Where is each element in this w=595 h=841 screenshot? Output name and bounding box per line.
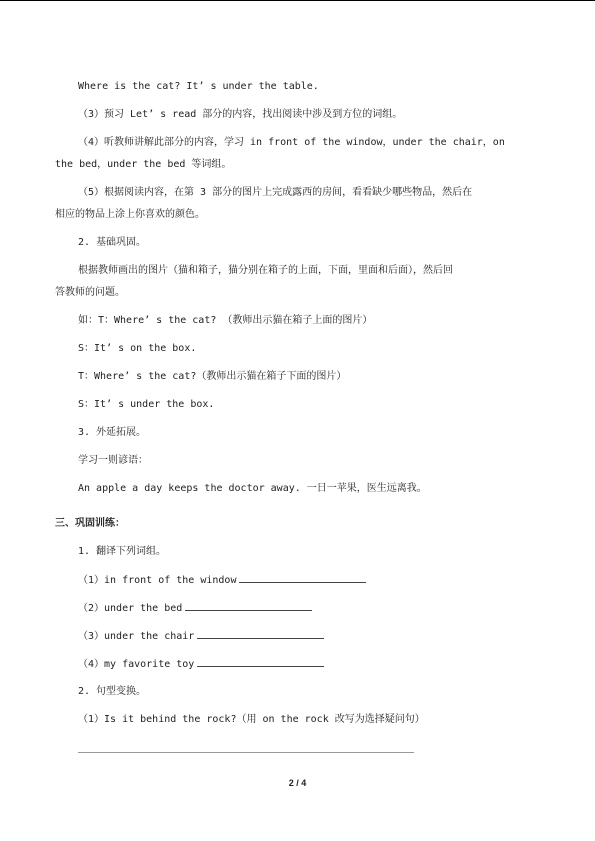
answer-blank[interactable] [197,657,324,667]
section-3-heading: 3. 外延拓展。 [78,427,147,438]
item-text: （1）in front of the window [78,575,237,586]
answer-blank[interactable] [239,573,366,583]
proverb-text: An apple a day keeps the doctor away. 一日一苹果，医生远离我。 [78,483,427,494]
proverb-label: 学习一则谚语： [78,455,148,466]
answer-blank[interactable] [185,601,312,611]
practice-instruction-line-2: 答教师的问题。 [55,287,125,298]
dialogue-t1: 如：T：Where’ s the cat? （教师出示猫在箱子上面的图片） [78,315,373,326]
exercise-2-heading: 2. 句型变换。 [78,686,147,697]
practice-instruction-line-1: 根据教师画出的图片（猫和箱子，猫分别在箱子的上面，下面，里面和后面），然后回 [78,265,453,276]
page-top-border [0,0,595,1]
page-number: 2 / 4 [288,778,307,788]
answer-blank[interactable] [197,629,324,639]
exercise-1-item-3 [78,629,324,643]
step-3: （3）预习 Let’ s read 部分的内容，找出阅读中涉及到方位的词组。 [78,109,403,120]
step-5-line-1: （5）根据阅读内容，在第 3 部分的图片上完成露西的房间，看看缺少哪些物品，然后在 [78,187,473,198]
item-text: （3）under the chair [78,631,195,642]
exercise-1-item-1 [78,573,366,587]
step-5-line-2: 相应的物品上涂上你喜欢的颜色。 [55,209,205,220]
step-4-line-2: the bed，under the bed 等词组。 [55,159,232,170]
item-text: （2）under the bed [78,603,183,614]
section-2-heading: 2. 基础巩固。 [78,237,147,248]
exercise-1-item-4 [78,657,324,671]
dialogue-s1: S：It’ s on the box. [78,343,197,354]
dialogue-s2: S：It’ s under the box. [78,399,215,410]
exercise-2-item-1: （1）Is it behind the rock?（用 on the rock 改写为选择疑问句） [78,714,425,725]
item-text: （4）my favorite toy [78,659,195,670]
step-4-line-1: （4）听教师讲解此部分的内容，学习 in front of the window，under the chair，on [78,137,505,148]
dialogue-t2: T：Where’ s the cat?（教师出示猫在箱子下面的图片） [78,371,347,382]
exercise-1-heading: 1. 翻译下列词组。 [78,546,167,557]
exercise-1-item-2 [78,601,312,615]
answer-line[interactable] [78,752,414,753]
consolidation-heading: 三、巩固训练： [55,518,125,529]
example-sentence: Where is the cat? It’ s under the table. [78,81,319,92]
